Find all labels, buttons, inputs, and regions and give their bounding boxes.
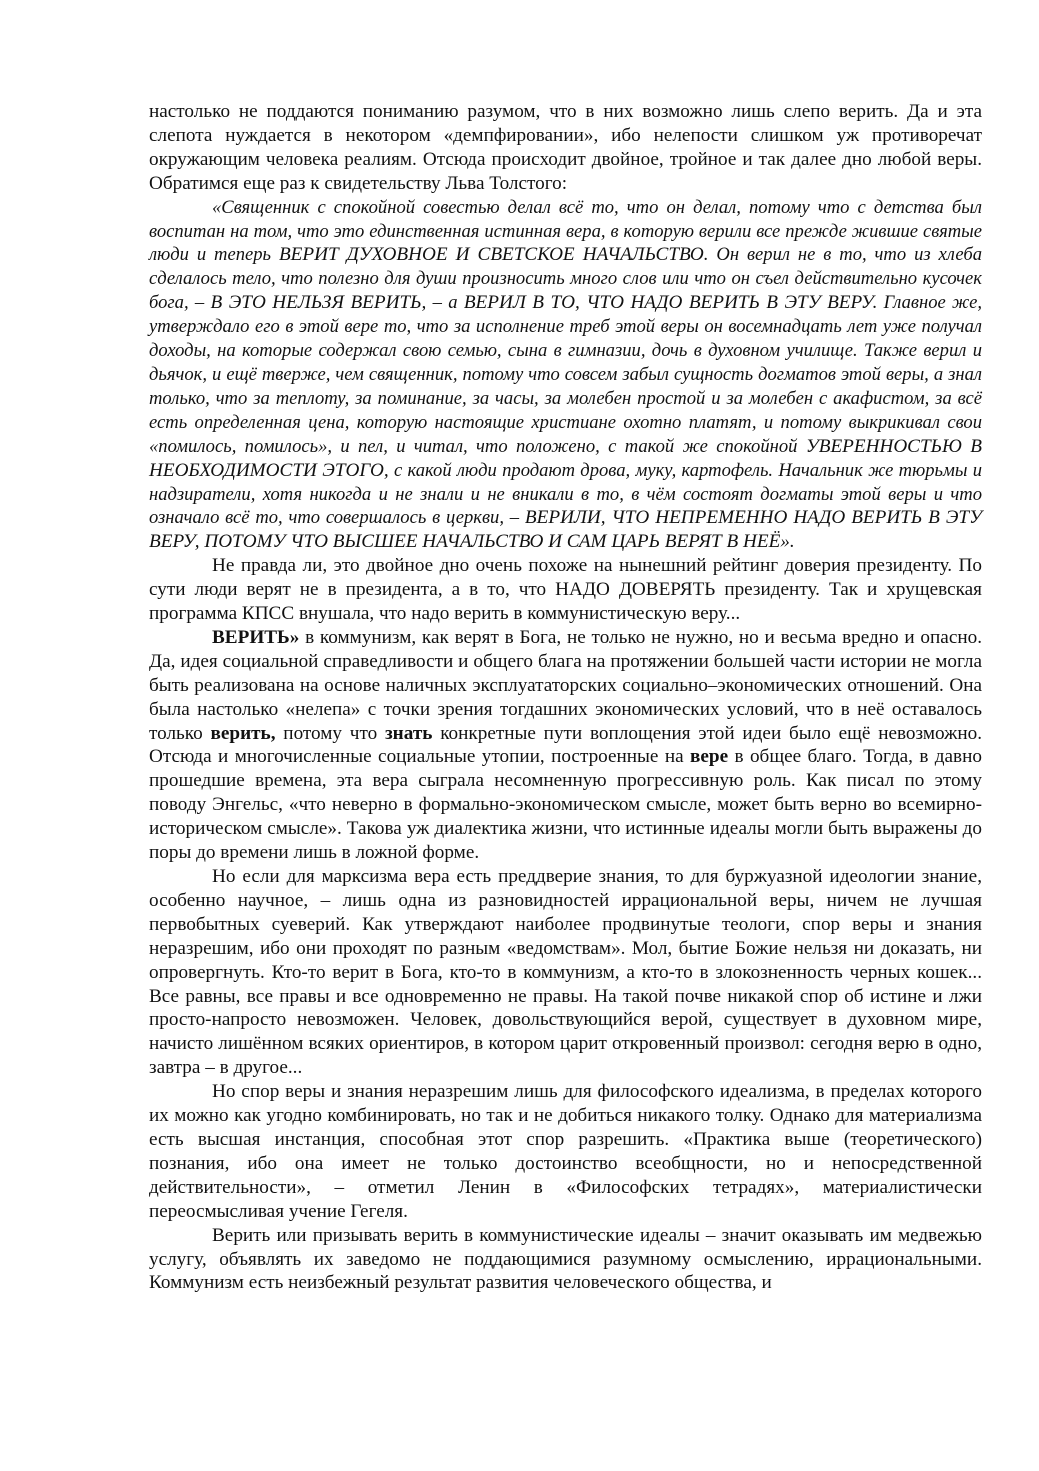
believe-text-3: конкретные пути воплощения этой идеи было ещё невозможно. Отсюда и многочисленные социальные утопии, построенные на	[149, 722, 982, 768]
tolstoy-quote	[149, 196, 982, 555]
paragraph-intro: настолько не поддаются пониманию разумом, что в них возможно лишь слепо верить. Да и эта слепота нуждается в некотором «демпфировании», ибо нелепости слишком уж противоречат окружающим человека реалиям. Отсюда происходит двойное, тройное и так далее дно любой веры. Обратимся еще раз к свидетельству Льва Толстого:	[149, 101, 982, 194]
paragraph-believe	[149, 626, 982, 865]
quote-caps-2: В ЭТО НЕЛЬЗЯ ВЕРИТЬ,	[210, 292, 427, 314]
paragraph-idealism: Но спор веры и знания неразрешим лишь для философского идеализма, в пределах которого их можно как угодно комбинировать, но так и не добиться никакого толку. Однако для материализма есть высшая инстанция, способная этот спор разрешить. «Практика выше (теоретического) познания, ибо она имеет не только достоинство всеобщности, но и непосредственной действительности», – отметил Ленин в «Философских тетрадях», материалистически переосмысливая учение Гегеля.	[149, 1081, 982, 1222]
believe-text-2: потому что	[275, 722, 385, 744]
bold-vere: вере	[690, 746, 729, 768]
believe-text-4: в общее благо. Тогда, в давно прошедшие времена, эта вера сыграла несомненную прогрессивную роль. Как писал по этому поводу Энгельс, «что неверно в формально-экономическом смысле, может быть верно во всемирно-историческом смысле». Такова уж диалектика жизни, что истинные идеалы могли быть выражены до поры до времени лишь в ложной форме.	[149, 746, 982, 864]
paragraph-marxism: Но если для марксизма вера есть преддверие знания, то для буржуазной идеологии знание, особенно научное, – лишь одна из разновидностей иррациональной веры, ничем не лучшая первобытных суеверий. Как утверждают наиболее продвинутые теологи, спор веры и знания неразрешим, ибо они проходят по разным «ведомствам». Мол, бытие Божие нельзя ни доказать, ни опровергнуть. Кто-то верит в Бога, кто-то в коммунизм, а кто-то в злокозненность черных кошек... Все равны, все правы и все одновременно не правы. На такой почве никакой спор об истине и лжи просто-напросто невозможен. Человек, довольствующийся верой, существует в духовном мире, начисто лишённом всяких ориентиров, в котором царит откровенный произвол: сегодня верю в одно, завтра – в другое...	[149, 866, 982, 1079]
paragraph-president: Не правда ли, это двойное дно очень похоже на нынешний рейтинг доверия президенту. По сути люди верят не в президента, а в то, что НАДО ДОВЕРЯТЬ президенту. Так и хрущевская программа КПСС внушала, что надо верить в коммунистическую веру...	[149, 555, 982, 625]
bold-znat: знать	[384, 722, 433, 744]
quote-caps-5: ВЕРИЛИ, ЧТО НЕПРЕМЕННО НАДО ВЕРИТЬ В ЭТУ ВЕРУ, ПОТОМУ ЧТО ВЫСШЕЕ НАЧАЛЬСТВО И САМ ЦАРЬ ВЕРЯТ В НЕЁ».	[149, 507, 982, 553]
quote-text-4: Главное же, утверждало его в этой вере то, что за исполнение треб этой веры он восемнадцать лет уже получал доходы, на которые содержал свою семью, сына в гимназии, дочь в духовном училище. Также верил и дьячок, и ещё тверже, чем священник, потому что совсем забыл сущность догматов этой веры, а знал только, что за теплоту, за поминание, за часы, за молебен простой и за молебен с акафистом, за всё есть определенная цена, которую настоящие христиане охотно платят, и потому выкрикивал свои «помилось, помилось», и пел, и читал, что положено, с такой же спокойной	[149, 292, 983, 457]
quote-caps-3: ВЕРИЛ В ТО, ЧТО НАДО ВЕРИТЬ В ЭТУ ВЕРУ.	[463, 292, 878, 314]
believe-text-1: в коммунизм, как верят в Бога, не только не нужно, но и весьма вредно и опасно. Да, идея социальной справедливости и общего блага на протяжении большей части истории не могла быть реализована на основе наличных эксплуататорских социально–экономических отношений. Она была настолько «нелепа» с точки зрения тогдашних экономических условий, что в неё оставалось только	[149, 626, 982, 744]
quote-text-2: Он верил не в то, что из хлеба сделалось тело, что полезно для души произносить много слов или что он съел действительно кусочек бога, –	[149, 244, 983, 314]
quote-text-1: «Священник с спокойной совестью делал всё то, что он делал, потому что с детства был воспитан на том, что это единственная истинная вера, в которую верили все прежде жившие святые люди и теперь	[149, 196, 982, 266]
quote-caps-1: ВЕРИТ ДУХОВНОЕ И СВЕТСКОЕ НАЧАЛЬСТВО.	[278, 244, 709, 266]
quote-text-5: с какой люди продают дрова, муку, картофель. Начальник же тюрьмы и надзиратели, хотя никогда и не знали и не вникали в то, в чём состоят догматы этой веры и что означало всё то, что совершалось в церкви, –	[149, 459, 982, 529]
document-page	[149, 100, 982, 1295]
bold-verit-2: верить,	[210, 722, 276, 744]
paragraph-communism: Верить или призывать верить в коммунистические идеалы – значит оказывать им медвежью услугу, объявлять их заведомо не поддающимися разумному осмыслению, иррациональными. Коммунизм есть неизбежный результат развития человеческого общества, и	[149, 1224, 982, 1294]
quote-caps-4: УВЕРЕННОСТЬЮ В НЕОБХОДИМОСТИ ЭТОГО,	[149, 435, 982, 481]
quote-text-3: – а	[426, 292, 464, 314]
bold-verit: ВЕРИТЬ»	[212, 626, 300, 648]
